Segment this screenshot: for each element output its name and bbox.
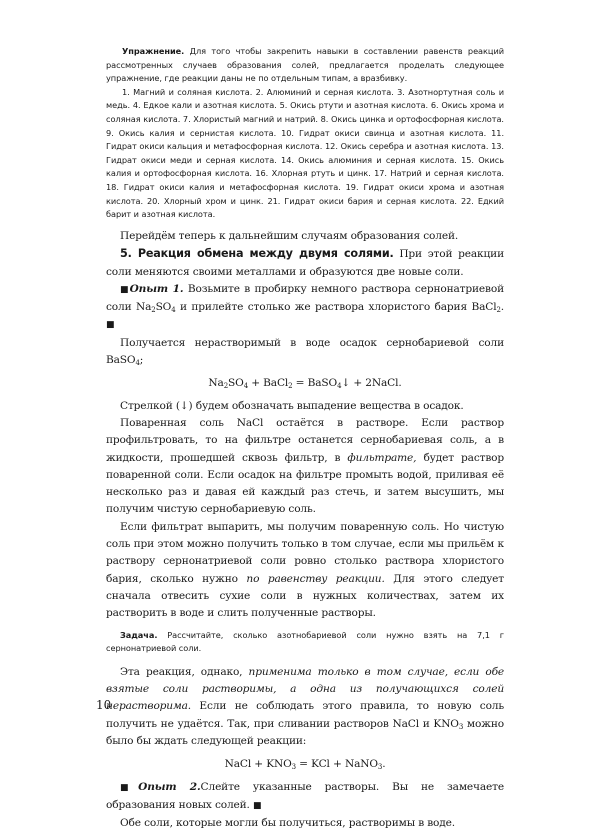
experiment-1-label: Опыт 1. [129, 282, 184, 295]
rule-paragraph: Эта реакция, однако, применима только в том случае, если обе взятые соли растворимы, а одна из получающихся солей нерастворима. Если не соблюдать этого правила, то новую соль получить не удаётся. Так, при сливании растворов NaCl и $KNO_3$ можно было бы ждать следующей реакции: [106, 665, 504, 747]
experiment-2: ■Опыт 2.Слейте указанные растворы. Вы не замечаете образования новых солей. ■ [106, 780, 504, 811]
filtrate-paragraph: Поваренная соль NaCl остаётся в растворе. Если раствор профильтровать, то на фильтре останется сернобариевая соль, а в жидкости, прошедшей сквозь фильтр, в фильтрате, будет раствор поваренной соли. Если осадок на фильтре промыть водой, приливая её несколько раз и давая ей каждый раз стечь, и затем высушить, мы получим чистую сернобариевую соль. [106, 416, 504, 516]
square-marker: ■ [253, 800, 262, 811]
experiment-2-label: Опыт 2. [138, 780, 201, 793]
reaction-equation-2: NaCl + $KNO_3$ = KCl + NaNO$_3$. [224, 758, 386, 772]
main-text [106, 226, 504, 832]
square-marker: ■ [120, 284, 130, 295]
page-number: 10 [96, 698, 112, 712]
evaporation-paragraph: Если фильтрат выпарить, мы получим поваренную соль. Но чистую соль при этом можно получить только в том случае, если мы прильём к раствору сернонатриевой соли ровно столько раствора хлористого бария, сколько нужно по равенству реакции. Для этого следует сначала отвесить сухие соли в нужных количествах, затем их растворить в воде и слить полученные растворы. [106, 520, 504, 620]
square-marker: ■ [120, 782, 139, 793]
exercise-list: 1. Магний и соляная кислота. 2. Алюминий и серная кислота. 3. Азотнортутная соль и медь. 4. Едкое кали и азотная кислота. 5. Окись ртути и азотная кислота. 6. Окись хрома и соляная кислота. 7. Хлористый магний и натрий. 8. Окись цинка и ортофосфорная кислота. 9. Окись калия и сернистая кислота. 10. Гидрат окиси свинца и азотная кислота. 11. Гидрат окиси кальция и метафосфорная кислота. 12. Окись серебра и азотная кислота. 13. Гидрат окиси меди и серная кислота. 14. Окись алюминия и серная кислота. 15. Окись калия и ортофосфорная кислота. 16. Хлорная ртуть и цинк. 17. Натрий и серная кислота. 18. Гидрат окиси калия и метафосфорная кислота. 19. Гидрат окиси хрома и азотная кислота. 20. Хлорный хром и цинк. 21. Гидрат окиси бария и серная кислота. 22. Едкий барит и азотная кислота. [106, 86, 504, 220]
insoluble-paragraph: Получается нерастворимый в воде осадок сернобариевой соли BaSO$_4$; [106, 336, 504, 368]
square-marker: ■ [106, 320, 115, 331]
final-paragraph: Обе соли, которые могли бы получиться, растворимы в воде. [120, 817, 455, 830]
section-title: 5. Реакция обмена между двумя солями. [120, 247, 394, 261]
experiment-1: ■Опыт 1. Возьмите в пробирку немного раствора сернонатриевой соли $Na_2SO_4$ и прилейте столько же раствора хлористого бария BaCl$_2$. ■ [106, 282, 505, 331]
exercise-label: Упражнение. [122, 46, 185, 56]
reaction-equation-1: $Na_2SO_4$ + BaCl$_2$ = BaSO$_4$↓ + 2NaCl. [208, 377, 402, 391]
exercise-block [106, 45, 504, 222]
transition-paragraph: Перейдём теперь к дальнейшим случаям образования солей. [120, 230, 459, 242]
task-paragraph: Задача. Рассчитайте, сколько азотнобариевой соли нужно взять на 7,1 г сернонатриевой соли. [106, 629, 504, 654]
arrow-note: Стрелкой (↓) будем обозначать выпадение вещества в осадок. [120, 399, 464, 412]
section-paragraph: 5. Реакция обмена между двумя солями. При этой реакции соли меняются своими металлами и образуются две новые соли. [106, 247, 505, 278]
task-label: Задача. [120, 629, 158, 640]
exercise-intro: Упражнение. Для того чтобы закрепить навыки в составлении равенств реакций рассмотренных случаев образования солей, предлагается проделать следующее упражнение, где реакции даны не по отдельным типам, а вразбивку. [106, 46, 504, 84]
